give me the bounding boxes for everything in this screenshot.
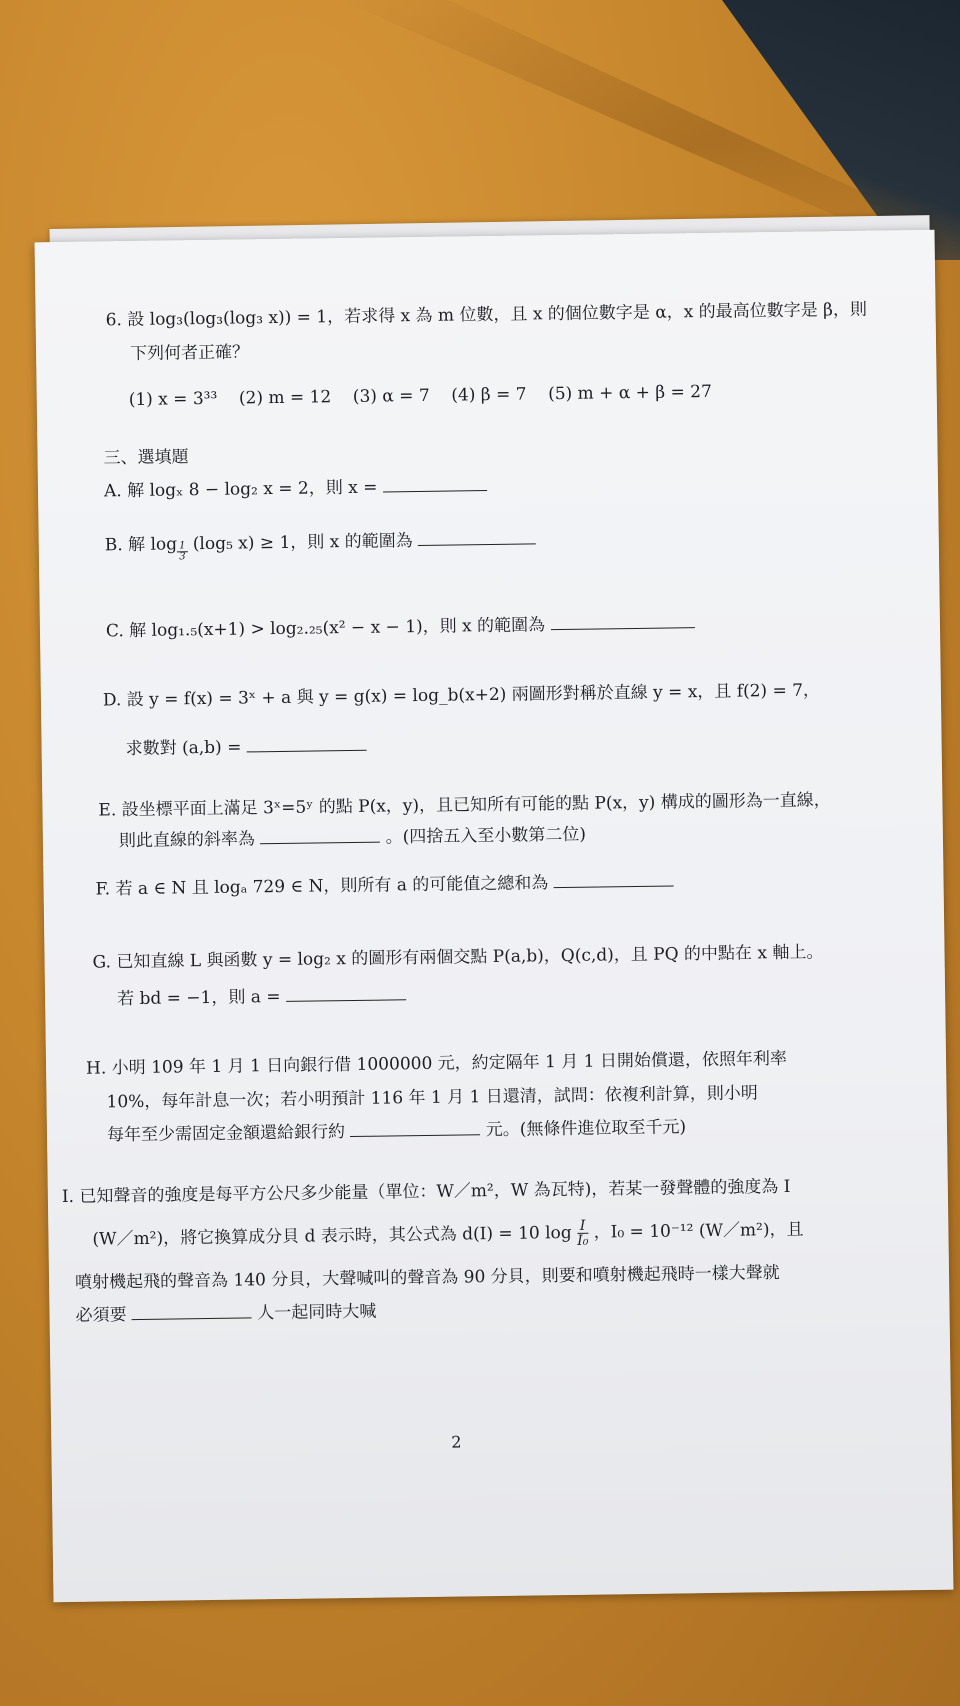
- answer-blank-c[interactable]: [550, 609, 694, 630]
- fraction-denominator: 3: [179, 551, 186, 563]
- question-i-text-post: ，I₀ = 10⁻¹² (W／m²)，且: [593, 1219, 804, 1243]
- question-b: [105, 525, 537, 563]
- question-d-line2: [125, 732, 367, 762]
- answer-blank-a[interactable]: [383, 472, 487, 492]
- question-d-text: 設 y = f(x) = 3ˣ + a 與 y = g(x) = log_b(x+2) 兩圖形對稱於直線 y = x，且 f(2) = 7，: [126, 680, 821, 711]
- question-6-line1: [105, 297, 867, 334]
- question-h-text-pre: 每年至少需固定金額還給銀行約: [106, 1122, 346, 1146]
- question-e-text-post: 。(四捨五入至小數第二位): [385, 824, 587, 848]
- question-c: [106, 609, 695, 644]
- question-i-line1: [62, 1174, 791, 1210]
- option-1: (1) x = 3³³: [128, 388, 218, 411]
- fraction-numerator: 1: [177, 541, 188, 552]
- log-base-fraction: [177, 541, 188, 562]
- question-i-line3: 噴射機起飛的聲音為 140 分貝，大聲喊叫的聲音為 90 分貝，則要和噴射機起飛時一樣大聲就: [74, 1263, 780, 1293]
- question-d-label: D.: [102, 690, 122, 711]
- question-6-options: [129, 379, 712, 413]
- question-e-text-pre: 則此直線的斜率為: [118, 829, 256, 852]
- question-b-text-pre: 解 log: [127, 534, 178, 556]
- option-4: (4) β = 7: [451, 384, 527, 406]
- question-i-text-pre-2: 必須要: [75, 1305, 127, 1326]
- question-e-line2: [119, 821, 586, 855]
- section-title: 三、選填題: [103, 447, 189, 469]
- answer-blank-d[interactable]: [247, 732, 367, 753]
- question-b-text-post: (log₅ x) ≥ 1，則 x 的範圍為: [192, 531, 413, 555]
- question-i-label: I.: [61, 1186, 75, 1208]
- question-h-label: H.: [85, 1058, 107, 1079]
- question-i-text: 已知聲音的強度是每平方公尺多少能量（單位：W／m²，W 為瓦特)，若某一發聲體的強度為 I: [79, 1176, 791, 1207]
- option-5: (5) m + α + β = 27: [547, 381, 712, 405]
- question-g-text: 已知直線 L 與函數 y = log₂ x 的圖形有兩個交點 P(a,b)，Q(c,d)，且 PQ 的中點在 x 軸上。: [116, 942, 824, 973]
- question-b-label: B.: [104, 535, 123, 556]
- question-g-label: G.: [92, 952, 112, 973]
- question-6-line2: 下列何者正確？: [129, 342, 250, 365]
- question-g-line1: [92, 939, 823, 975]
- question-h-text: 小明 109 年 1 月 1 日向銀行借 1000000 元，約定隔年 1 月 1 日開始償還，依照年利率: [111, 1048, 788, 1079]
- question-c-label: C.: [105, 621, 124, 642]
- question-e-line1: [98, 787, 831, 823]
- fraction-numerator: I: [577, 1219, 588, 1234]
- question-i-line2: [92, 1216, 803, 1255]
- question-6-text: 設 log₃(log₃(log₃ x)) = 1，若求得 x 為 m 位數，且 x 的個位數字是 α，x 的最高位數字是 β，則: [127, 299, 868, 331]
- option-3: (3) α = 7: [352, 385, 430, 407]
- page-number: 2: [451, 1432, 462, 1452]
- question-f-text: 若 a ∈ N 且 logₐ 729 ∈ N，則所有 a 的可能值之總和為: [115, 873, 549, 900]
- answer-blank-b[interactable]: [418, 525, 536, 546]
- question-d-line1: [103, 677, 820, 713]
- question-i-text-pre: (W／m²)，將它換算成分貝 d 表示時，其公式為 d(I) = 10 log: [92, 1222, 572, 1250]
- fraction-denominator: I₀: [577, 1232, 589, 1249]
- question-g-line2: [117, 981, 406, 1012]
- question-c-text: 解 log₁.₅(x+1) > log₂.₂₅(x² − x − 1)，則 x 的範圍為: [129, 615, 546, 642]
- question-f-label: F.: [95, 879, 111, 900]
- exam-sheet: [35, 230, 954, 1602]
- answer-blank-f[interactable]: [554, 867, 674, 888]
- question-f: [95, 867, 673, 902]
- question-a-text: 解 logₓ 8 − log₂ x = 2，則 x =: [126, 477, 378, 502]
- question-h-text-post: 元。(無條件進位取至千元): [485, 1117, 687, 1141]
- question-a: [104, 472, 487, 504]
- question-i-text-post-2: 人一起同時大喊: [257, 1301, 377, 1324]
- answer-blank-i[interactable]: [132, 1299, 252, 1320]
- question-e-label: E.: [98, 800, 117, 821]
- question-i-line4: [75, 1298, 376, 1329]
- question-6-label: 6.: [105, 310, 123, 331]
- question-a-label: A.: [103, 481, 122, 502]
- answer-blank-g[interactable]: [286, 981, 406, 1002]
- question-g-text-2: 若 bd = −1，則 a =: [116, 986, 281, 1010]
- question-d-text-2: 求數對 (a,b) =: [125, 737, 242, 760]
- option-2: (2) m = 12: [238, 387, 332, 409]
- question-h-line3: [107, 1113, 686, 1148]
- answer-blank-h[interactable]: [350, 1116, 480, 1137]
- intensity-fraction: [577, 1219, 589, 1248]
- answer-blank-e[interactable]: [260, 824, 380, 845]
- question-h-line2: 10%，每年計息一次；若小明預計 116 年 1 月 1 日還清，試問：依複利計算，則小明: [106, 1083, 758, 1113]
- question-h-line1: [86, 1046, 787, 1082]
- question-e-text: 設坐標平面上滿足 3ˣ=5ʸ 的點 P(x，y)，且已知所有可能的點 P(x，y) 構成的圖形為一直線，: [121, 790, 831, 821]
